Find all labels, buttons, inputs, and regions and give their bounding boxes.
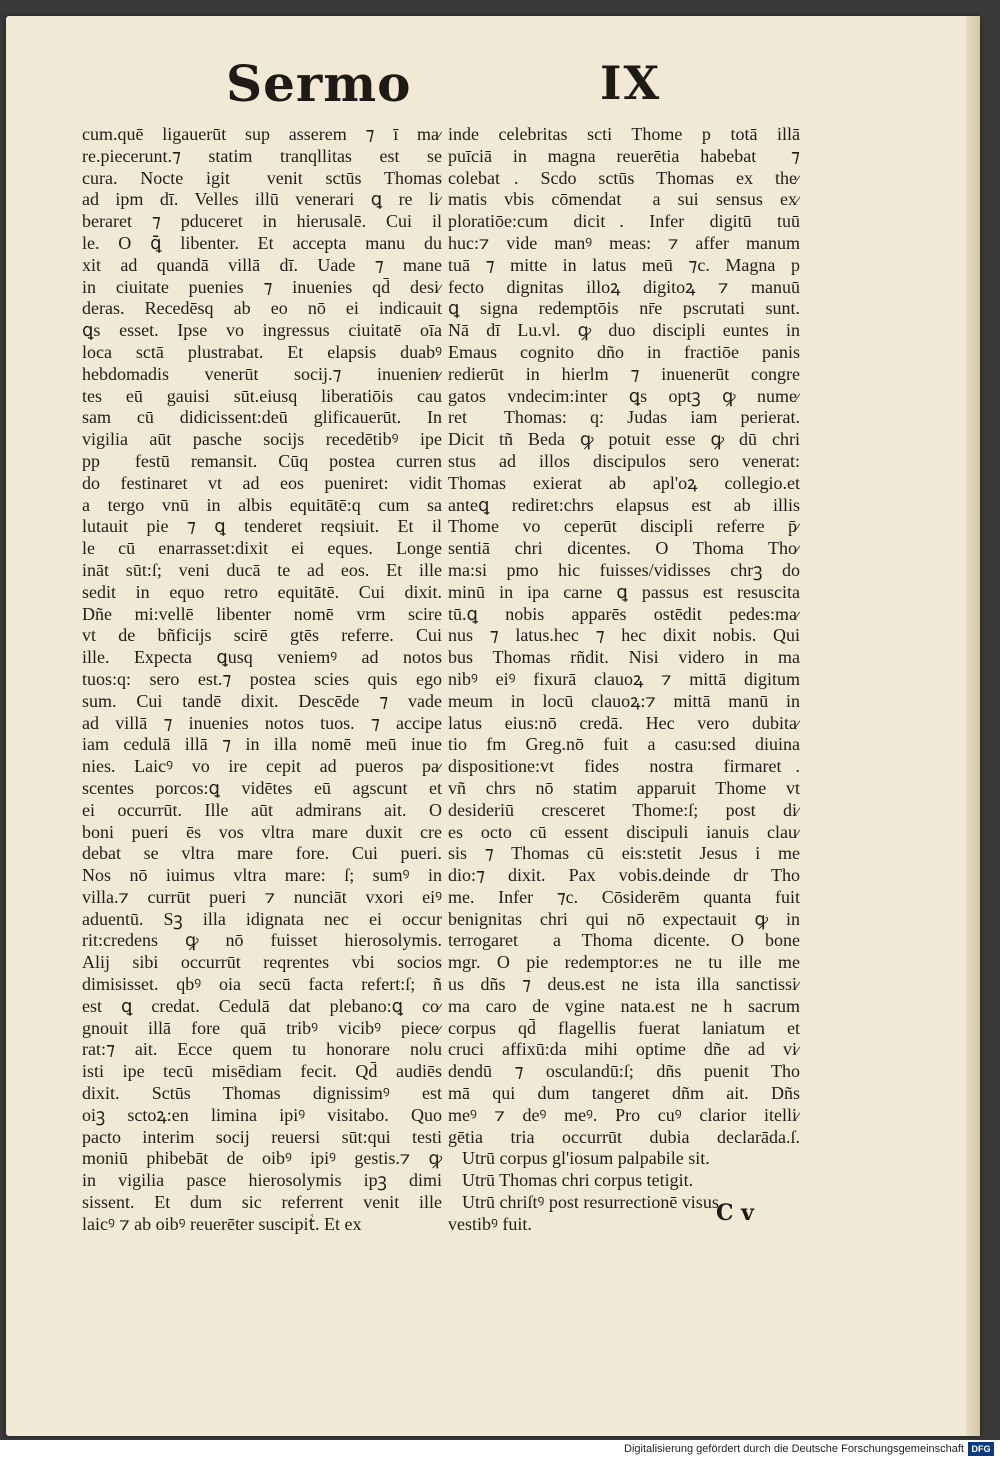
text-line: mā qui dum tangeret dñm ait. Dñs [448,1083,800,1104]
text-line: xit ad quandā villā dī. Uade ⁊ mane [82,254,442,275]
text-line: anteꝗ rediret:chrs elapsus est ab illis [448,494,800,515]
text-line: meum in locū clauoꝝ:⁊ mittā manū in [448,690,800,711]
text-line: us dñs ⁊ deus.est ne ista illa sanctissi⁄ [448,974,800,995]
text-line: ināt sūt:ſ; veni ducā te ad eos. Et ille [82,559,442,580]
text-line: Thomas exierat ab apl'oꝝ collegio.et [448,472,800,493]
text-line: scentes porcos:ꝗ vidētes eū agscunt et [82,777,442,798]
text-line: deras. Recedēsq ab eo nō ei indicauit [82,298,442,319]
text-line: loca sctā plustrabat. Et elapsis duabꝰ [82,341,442,362]
text-line: ploratiōe:cum dicitᷣ. Infer digitū tuū [448,211,800,232]
text-line: aduentū. Sꝫ illa idignata nec ei occur [82,908,442,929]
text-line: pacto interim socij reuersi sūt:qui testi [82,1126,442,1147]
text-line: mgr. O pie redemptor:es ne tu ille me [448,952,800,973]
text-line: in vigilia pasce hierosolymis ipꝫ dimi [82,1170,442,1191]
text-line: rat:⁊ ait. Ecce quem tu honorare nolu [82,1039,442,1060]
text-line: villa.⁊ currūt pueri ⁊ nunciāt vxori eiꝰ [82,886,442,907]
text-line: ma caro de vgine nata.est ne h sacrum [448,995,800,1016]
text-line: benignitas chri qui nō expectauit ꝙ in [448,908,800,929]
text-line: gnouit illā fore quā tribꝰ vicibꝰ piece⁄ [82,1017,442,1038]
text-line: ille. Expecta ꝗusq veniemꝰ ad notos [82,647,442,668]
text-line: lutauit pie ⁊ ꝗ tenderet reqsiuit. Et il [82,516,442,537]
text-line: in ciuitate puenies ⁊ inuenies qd̄ desi⁄ [82,276,442,297]
text-line: ma:si pmo hic fuisses/vidisses chrꝫ do [448,559,800,580]
text-line: meꝰ ⁊ deꝰ meꝰ. Pro cuꝰ clarior itelli⁄ [448,1104,800,1125]
text-line: cruci affixū:da mihi optime dñe ad vi⁄ [448,1039,800,1060]
text-line: do festinaret vt ad eos pueniret: vidit [82,472,442,493]
text-line: ꝗs esset. Ipse vo ingressus ciuitatē oīa [82,320,442,341]
text-line: sissent. Et dum sic referrent venit ille [82,1192,442,1213]
text-line: Emaus cognito dño in fractiōe panis [448,341,800,362]
signature-mark: C v [716,1200,754,1226]
text-line: cura. Nocte igitᷣ venit sctūs Thomas [82,167,442,188]
text-line: beraret ⁊ pduceret in hierusalē. Cui il [82,211,442,232]
text-line: terrogaretᷣ a Thoma dicente. O bone [448,930,800,951]
text-line: dendū ⁊ osculandū:ſ; dñs puenit Tho [448,1061,800,1082]
text-line: Utrū chriſtꝰ post resurrectionē visus [462,1192,719,1213]
text-line: est ꝗ credat. Cedulā dat plebano:ꝗ co⁄ [82,995,442,1016]
text-line: ppᷣ festū remansit. Cūq postea curren [82,450,442,471]
running-head-title: Sermo [226,54,412,113]
text-line: me. Infer ⁊c. Cōsiderēm quanta fuit [448,886,800,907]
text-line: sedit in equo retro equitātē. Cui dixit. [82,581,442,602]
text-line: nus ⁊ latus.hec ⁊ hec dixit nobis. Qui [448,625,800,646]
text-line: fecto dignitas illoꝝ digitoꝝ ⁊ manuū [448,276,800,297]
text-line: vestibꝰ fuit. [448,1213,532,1234]
text-line: nies. Laicꝰ vo ire cepit ad pueros pa⁄ [82,756,442,777]
text-line: retᷣ Thomas: q: Judas iam perierat. [448,407,800,428]
text-line: laicꝰ ⁊ ab oibꝰ reuerēter suscipitᷣ. Et ex [82,1213,362,1234]
text-line: vigilia aūt pasche socijs recedētibꝰ ipe [82,429,442,450]
funding-credit: Digitalisierung gefördert durch die Deutsche Forschungsgemeinschaft [624,1443,964,1455]
text-line: rit:credens ꝙ nō fuisset hierosolymis. [82,930,442,951]
text-line: iam cedulā illā ⁊ in illa nomē meū inue [82,734,442,755]
text-line: tio fm Greg.nō fuit a casu:sed diuina [448,734,800,755]
text-line: tes eū gauisi sūt.eiusq liberatiōis cau [82,385,442,406]
text-line: matis vbis cōmendatᷣ a sui sensus ex⁄ [448,189,800,210]
right-text-column [448,124,800,1236]
text-line: Nos nō iuimus vltra mare: ſ; sumꝰ in [82,865,442,886]
text-line: cum.quē ligauerūt sup asserem ⁊ ī ma⁄ [82,124,442,144]
text-line: huc:⁊ vide manꝰ meas: ⁊ affer manum [448,232,800,253]
text-line: desideriū cresceret Thome:ſ; post di⁄ [448,799,800,820]
text-line: re.piecerunt.⁊ statim tranqllitas est se [82,145,442,166]
text-line: latus eius:nō credā. Hec vero dubita⁄ [448,712,800,733]
text-line: moniū phibebāt de oibꝰ ipiꝰ gestis.⁊ ꝙ [82,1148,442,1169]
text-line: ei occurrūt. Ille aūt admirans ait. O [82,799,442,820]
text-line: tuos:q: sero est.⁊ postea scies quis ego [82,668,442,689]
dfg-logo: DFG [968,1442,994,1456]
text-line: sum. Cui tandē dixit. Descēde ⁊ vade [82,690,442,711]
text-line: ad villā ⁊ inuenies notos tuos. ⁊ accipe [82,712,442,733]
text-line: sentiā chri dicentes. O Thoma Tho⁄ [448,538,800,559]
text-line: vñ chrs nō statim apparuit Thome vt [448,777,800,798]
text-line: tuā ⁊ mitte in latus meū ⁊c. Magna p [448,254,800,275]
text-line: minū in ipa carne ꝗ passus est resuscita [448,581,800,602]
text-line: dimisisset. qbꝰ oia secū facta refert:ſ; ñ [82,974,442,995]
text-line: nibꝰ eiꝰ fixurā clauoꝝ ⁊ mittā digitum [448,668,800,689]
text-line: colebatᷣ. Scdo sctūs Thomas ex the⁄ [448,167,800,188]
text-line: dio:⁊ dixit. Pax vobis.deinde dr Tho [448,865,800,886]
page-edge [966,16,980,1436]
text-line: dixit. Sctūs Thomas dignissimꝰ est [82,1083,442,1104]
text-line: Dñe mi:vellē libenter nomē vrm scire [82,603,442,624]
running-head-number: IX [600,56,662,110]
text-line: redierūt in hierlm ⁊ inuenerūt congre [448,363,800,384]
text-line: Thome vo ceperūt discipli referre p̄⁄ [448,516,800,537]
text-line: boni pueri ēs vos vltra mare duxit cre [82,821,442,842]
text-line: corpus qd̄ flagellis fuerat laniatum et [448,1017,800,1038]
text-line: Nā dī Lu.vl. ꝙ duo discipli euntes in [448,320,800,341]
left-text-column [82,124,442,1236]
text-line: sis ⁊ Thomas cū eis:stetit Jesus i me [448,843,800,864]
text-line: le cū enarrasset:dixit ei eques. Longe [82,538,442,559]
text-line: es octo cū essent discipuli ianuis clau⁄ [448,821,800,842]
text-line: vt de bñficijs scirē gtēs referre. Cui [82,625,442,646]
text-line: bus Thomas rñdit. Nisi videro in ma [448,647,800,668]
text-line: ad ipm dī. Velles illū venerari ꝗ re li⁄ [82,189,442,210]
text-line: oiꝫ sctoꝝ:en limina ipiꝰ visitabo. Quo [82,1104,442,1125]
text-line: inde celebritas scti Thome p totā illā [448,124,800,144]
text-line: isti ipe tecū misēdiam fecit. Qd̄ audiēs [82,1061,442,1082]
text-line: Utrū Thomas chri corpus tetigit. [462,1170,694,1191]
text-line: gatos vndecim:inter ꝗs optꝫ ꝙ nume⁄ [448,385,800,406]
text-line: puīciā in magna reuerētia habebatᷣ ⁊ [448,145,800,166]
text-line: Alij sibi occurrūt reqrentes vbi socios [82,952,442,973]
text-line: Utrū corpus gl'iosum palpabile sit. [462,1148,710,1169]
text-line: ꝗ signa redemptōis nr̄e pscrutati sunt. [448,298,800,319]
text-line: le. O ꝗ̄ libenter. Et accepta manu du [82,232,442,253]
text-line: debat se vltra mare fore. Cui pueri. [82,843,442,864]
text-line: tū.ꝗ nobis apparēs ostēdit pedes:ma⁄ [448,603,800,624]
text-line: dispositione:vt fides nostra firmaretᷣ. [448,756,800,777]
text-line: sam cū didicissent:deū glificauerūt. In [82,407,442,428]
text-line: hebdomadis venerūt socij.⁊ inuenien⁄ [82,363,442,384]
text-line: stus ad illos discipulos sero venerat: [448,450,800,471]
text-line: gētia tria occurrūt dubia declarāda.ſ. [448,1126,800,1147]
text-line: Dicit tñ Beda ꝙ potuit esse ꝙ dū chri [448,429,800,450]
text-line: a tergo vnū in albis equitātē:q cum sa [82,494,442,515]
